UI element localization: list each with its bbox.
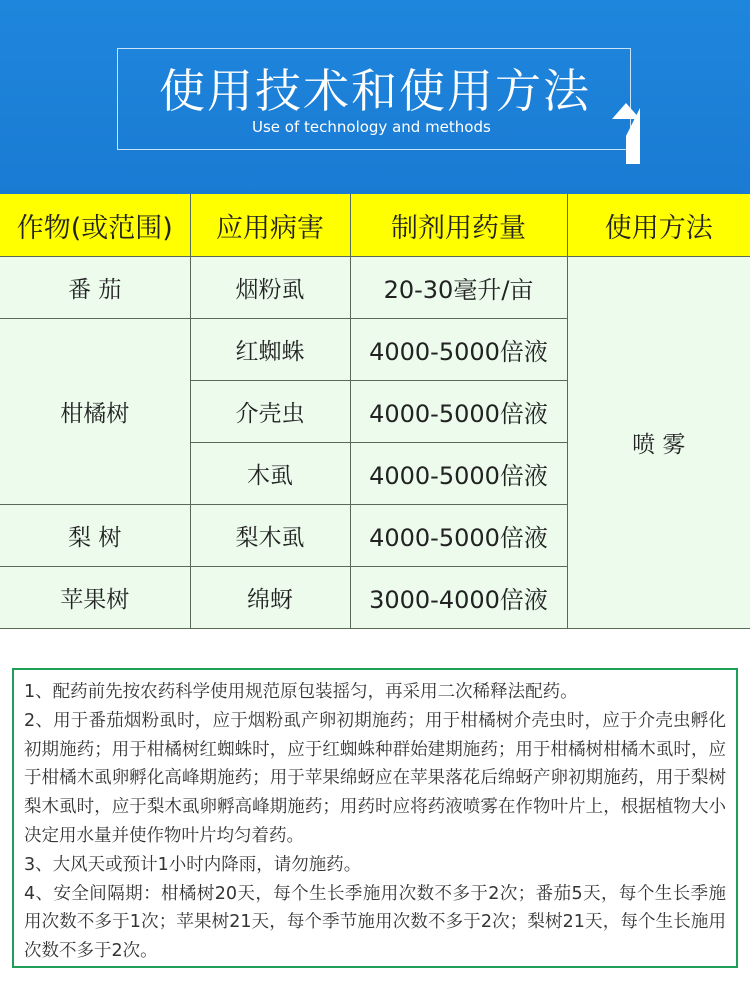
header-banner [0,0,750,194]
dose-cell: 4000-5000倍液 [350,381,567,443]
pest-cell: 烟粉虱 [190,257,350,319]
dose-cell: 4000-5000倍液 [350,443,567,505]
column-header-dose: 制剂用药量 [350,194,567,257]
pest-cell: 红蜘蛛 [190,319,350,381]
usage-table [0,194,750,629]
crop-cell: 柑橘树 [0,319,190,505]
column-header-pest: 应用病害 [190,194,350,257]
triangle-pointer-icon [626,108,640,164]
pest-cell: 绵蚜 [190,567,350,629]
crop-cell: 梨 树 [0,505,190,567]
dose-cell: 20-30毫升/亩 [350,257,567,319]
table-row [0,257,750,319]
method-cell: 喷 雾 [567,257,750,629]
note-item: 1、配药前先按农药科学使用规范原包装摇匀，再采用二次稀释法配药。 [24,682,578,702]
crop-cell: 苹果树 [0,567,190,629]
note-item: 3、大风天或预计1小时内降雨，请勿施药。 [24,854,362,875]
note-item: 4、安全间隔期：柑橘树20天，每个生长季施用次数不多于2次；番茄5天，每个生长季施用次数不多于1次；苹果树21天，每个季节施用次数不多于2次；梨树21天，每个生长施用次数不多于2次。 [24,883,726,962]
note-item: 2、用于番茄烟粉虱时，应于烟粉虱产卵初期施药；用于柑橘树介壳虫时，应于介壳虫孵化初期施药；用于柑橘树红蜘蛛时，应于红蜘蛛种群始建期施药；用于柑橘树柑橘木虱时，应于柑橘木虱卵孵化高峰期施药；用于苹果绵蚜应在苹果落花后绵蚜产卵初期施药，用于梨树梨木虱时，应于梨木虱卵孵高峰期施药；用药时应将药液喷雾在作物叶片上，根据植物大小决定用水量并使作物叶片均匀着药。 [24,710,726,846]
table-header-row [0,194,750,257]
crop-cell: 番 茄 [0,257,190,319]
dose-cell: 3000-4000倍液 [350,567,567,629]
dose-cell: 4000-5000倍液 [350,319,567,381]
page-subtitle: Use of technology and methods [252,118,491,136]
dose-cell: 4000-5000倍液 [350,505,567,567]
column-header-method: 使用方法 [567,194,750,257]
page-title: 使用技术和使用方法 [159,64,591,118]
column-header-crop: 作物(或范围) [0,194,190,257]
usage-notes [12,668,738,968]
pest-cell: 梨木虱 [190,505,350,567]
pest-cell: 介壳虫 [190,381,350,443]
pest-cell: 木虱 [190,443,350,505]
